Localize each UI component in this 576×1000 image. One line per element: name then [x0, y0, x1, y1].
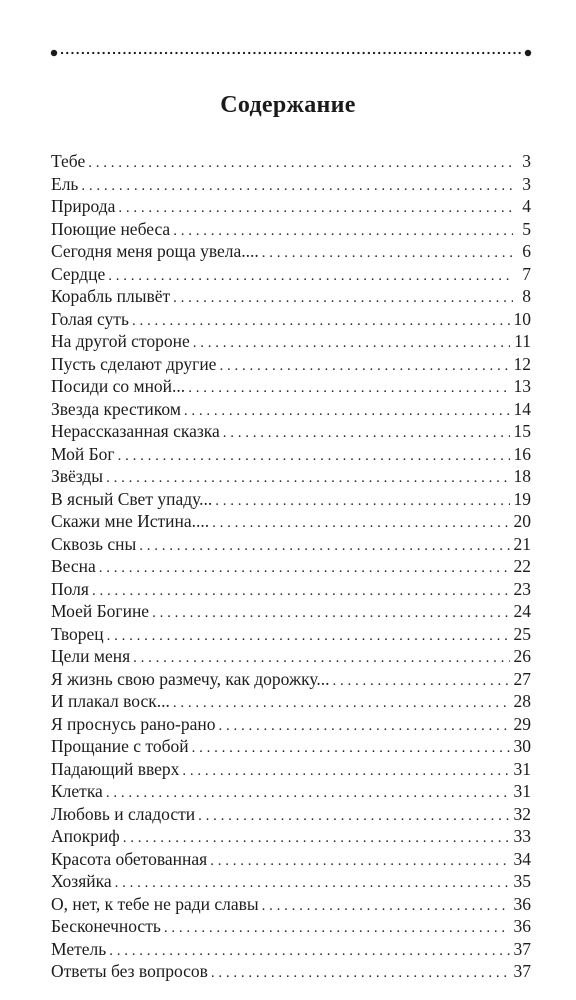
toc-dot-leader	[106, 467, 509, 488]
toc-entry	[51, 510, 531, 533]
toc-dot-leader	[173, 220, 513, 241]
toc-dot-leader	[115, 872, 510, 893]
toc-entry	[51, 398, 531, 421]
toc-dot-leader	[164, 917, 510, 938]
toc-entry-page: 15	[513, 421, 531, 441]
toc-entry-title: Поля	[51, 578, 89, 599]
toc-dot-leader	[218, 715, 509, 736]
toc-dot-leader	[332, 670, 509, 691]
toc-entry	[51, 240, 531, 263]
toc-entry-title: Голая суть	[51, 308, 129, 329]
toc-entry-page: 26	[513, 646, 531, 666]
toc-entry-title: И плакал воск...	[51, 691, 170, 711]
table-of-contents	[51, 150, 531, 983]
toc-entry-title: Тебе	[51, 151, 86, 171]
toc-dot-leader	[81, 175, 513, 196]
toc-entry	[51, 533, 531, 556]
toc-entry-title: Прощание с тобой	[51, 736, 189, 756]
toc-dot-leader	[88, 152, 513, 173]
toc-entry-title: Сегодня меня роща увела....	[51, 241, 259, 261]
toc-entry-page: 27	[513, 668, 531, 689]
toc-dot-leader	[192, 737, 510, 758]
toc-entry	[51, 893, 531, 916]
toc-entry-title: Природа	[51, 196, 116, 216]
toc-entry-title: Творец	[51, 623, 104, 644]
toc-entry	[51, 915, 531, 938]
toc-entry-page: 24	[513, 601, 531, 621]
toc-entry	[51, 488, 531, 511]
toc-entry-page: 6	[522, 241, 531, 261]
toc-entry-page: 7	[522, 263, 531, 284]
toc-entry-page: 4	[522, 196, 531, 216]
toc-entry	[51, 758, 531, 781]
toc-dot-leader	[107, 625, 510, 646]
toc-entry-page: 28	[513, 691, 531, 711]
toc-entry-page: 13	[513, 376, 531, 396]
toc-entry-page: 14	[513, 398, 531, 419]
toc-entry	[51, 803, 531, 826]
toc-entry	[51, 690, 531, 713]
toc-entry-title: В ясный Свет упаду...	[51, 488, 213, 509]
toc-dot-leader	[212, 512, 509, 533]
toc-entry-page: 29	[513, 713, 531, 734]
toc-entry	[51, 555, 531, 578]
toc-dot-leader	[210, 850, 509, 871]
toc-entry-title: Сквозь сны	[51, 533, 137, 554]
toc-entry-title: Поющие небеса	[51, 218, 171, 239]
toc-entry	[51, 848, 531, 871]
toc-dot-leader	[182, 760, 509, 781]
toc-entry	[51, 578, 531, 601]
toc-entry	[51, 285, 531, 308]
toc-entry-title: Посиди со мной...	[51, 376, 186, 396]
toc-entry	[51, 195, 531, 218]
toc-entry	[51, 645, 531, 668]
toc-entry-title: На другой стороне	[51, 331, 190, 351]
toc-entry-title: О, нет, к тебе не ради славы	[51, 893, 259, 914]
toc-entry-page: 20	[513, 511, 531, 531]
toc-entry-title: Пусть сделают другие	[51, 353, 217, 374]
toc-entry	[51, 173, 531, 196]
toc-entry-title: Ель	[51, 173, 79, 194]
toc-entry-title: Звёзды	[51, 466, 104, 486]
page-title: Содержание	[220, 92, 356, 118]
toc-dot-leader	[211, 962, 510, 983]
toc-entry	[51, 735, 531, 758]
toc-entry-title: Ответы без вопросов	[51, 961, 208, 981]
toc-entry-page: 31	[513, 781, 531, 801]
toc-dot-leader	[188, 377, 509, 398]
toc-entry-title: Сердце	[51, 263, 106, 284]
toc-dot-leader	[262, 895, 510, 916]
toc-entry-title: Метель	[51, 938, 107, 959]
toc-entry	[51, 938, 531, 961]
dotted-rule-graphic	[50, 48, 532, 58]
toc-entry-page: 11	[514, 331, 531, 351]
toc-entry	[51, 623, 531, 646]
toc-entry-title: Моей Богине	[51, 601, 150, 621]
toc-dot-leader	[223, 422, 510, 443]
toc-dot-leader	[173, 692, 510, 713]
toc-entry-page: 23	[513, 578, 531, 599]
toc-entry-title: Я жизнь свою размечу, как дорожку...	[51, 668, 330, 689]
toc-entry-page: 22	[513, 556, 531, 576]
toc-dot-leader	[198, 805, 509, 826]
toc-dot-leader	[262, 242, 513, 263]
toc-dot-leader	[132, 310, 510, 331]
toc-entry	[51, 263, 531, 286]
toc-dot-leader	[99, 557, 510, 578]
toc-entry-title: Звезда крестиком	[51, 398, 181, 419]
toc-dot-leader	[118, 445, 510, 466]
toc-entry-page: 35	[513, 871, 531, 891]
toc-entry-title: Мой Бог	[51, 443, 115, 464]
toc-dot-leader	[106, 782, 510, 803]
toc-entry-page: 5	[522, 218, 531, 239]
toc-entry-page: 8	[522, 286, 531, 306]
toc-entry	[51, 465, 531, 488]
toc-dot-leader	[184, 400, 510, 421]
toc-dot-leader	[118, 197, 513, 218]
toc-entry-title: Скажи мне Истина....	[51, 511, 210, 531]
toc-dot-leader	[109, 940, 509, 961]
toc-entry-page: 37	[513, 938, 531, 959]
toc-entry-page: 36	[513, 916, 531, 936]
toc-entry-page: 19	[513, 488, 531, 509]
toc-entry-page: 16	[513, 443, 531, 464]
toc-entry-page: 36	[513, 893, 531, 914]
toc-entry-page: 33	[513, 826, 531, 846]
toc-dot-leader	[139, 535, 509, 556]
toc-entry-page: 30	[513, 736, 531, 756]
toc-entry-title: Любовь и сладости	[51, 803, 196, 824]
toc-entry	[51, 218, 531, 241]
toc-dot-leader	[152, 602, 509, 623]
toc-entry	[51, 150, 531, 173]
toc-entry-title: Нерассказанная сказка	[51, 421, 220, 441]
toc-entry	[51, 443, 531, 466]
toc-dot-leader	[219, 355, 509, 376]
dotted-rule	[50, 48, 532, 58]
toc-dot-leader	[173, 287, 513, 308]
toc-entry-page: 3	[522, 151, 531, 171]
toc-entry	[51, 780, 531, 803]
toc-entry-page: 21	[513, 533, 531, 554]
toc-entry	[51, 825, 531, 848]
toc-entry-title: Падающий вверх	[51, 758, 180, 779]
toc-entry	[51, 375, 531, 398]
toc-entry-title: Апокриф	[51, 826, 120, 846]
toc-entry	[51, 870, 531, 893]
toc-entry-page: 37	[513, 961, 531, 981]
toc-entry-page: 3	[522, 173, 531, 194]
toc-entry	[51, 600, 531, 623]
toc-entry-page: 32	[513, 803, 531, 824]
toc-entry	[51, 960, 531, 983]
toc-entry-title: Корабль плывёт	[51, 286, 171, 306]
toc-entry	[51, 353, 531, 376]
toc-entry-page: 34	[513, 848, 531, 869]
toc-dot-leader	[193, 332, 510, 353]
toc-entry	[51, 668, 531, 691]
toc-dot-leader	[92, 580, 510, 601]
toc-entry-page: 10	[513, 308, 531, 329]
toc-dot-leader	[215, 490, 509, 511]
toc-entry-page: 31	[513, 758, 531, 779]
toc-dot-leader	[108, 265, 513, 286]
toc-entry	[51, 308, 531, 331]
toc-entry-title: Весна	[51, 556, 96, 576]
toc-entry-page: 18	[513, 466, 531, 486]
toc-entry	[51, 713, 531, 736]
toc-entry-title: Клетка	[51, 781, 103, 801]
toc-entry-page: 25	[513, 623, 531, 644]
toc-entry-title: Я проснусь рано-рано	[51, 713, 216, 734]
toc-dot-leader	[133, 647, 509, 668]
toc-dot-leader	[123, 827, 510, 848]
toc-entry-title: Цели меня	[51, 646, 131, 666]
toc-entry	[51, 420, 531, 443]
toc-entry-title: Хозяйка	[51, 871, 112, 891]
toc-entry-title: Бесконечность	[51, 916, 161, 936]
toc-entry	[51, 330, 531, 353]
toc-entry-title: Красота обетованная	[51, 848, 208, 869]
toc-entry-page: 12	[513, 353, 531, 374]
